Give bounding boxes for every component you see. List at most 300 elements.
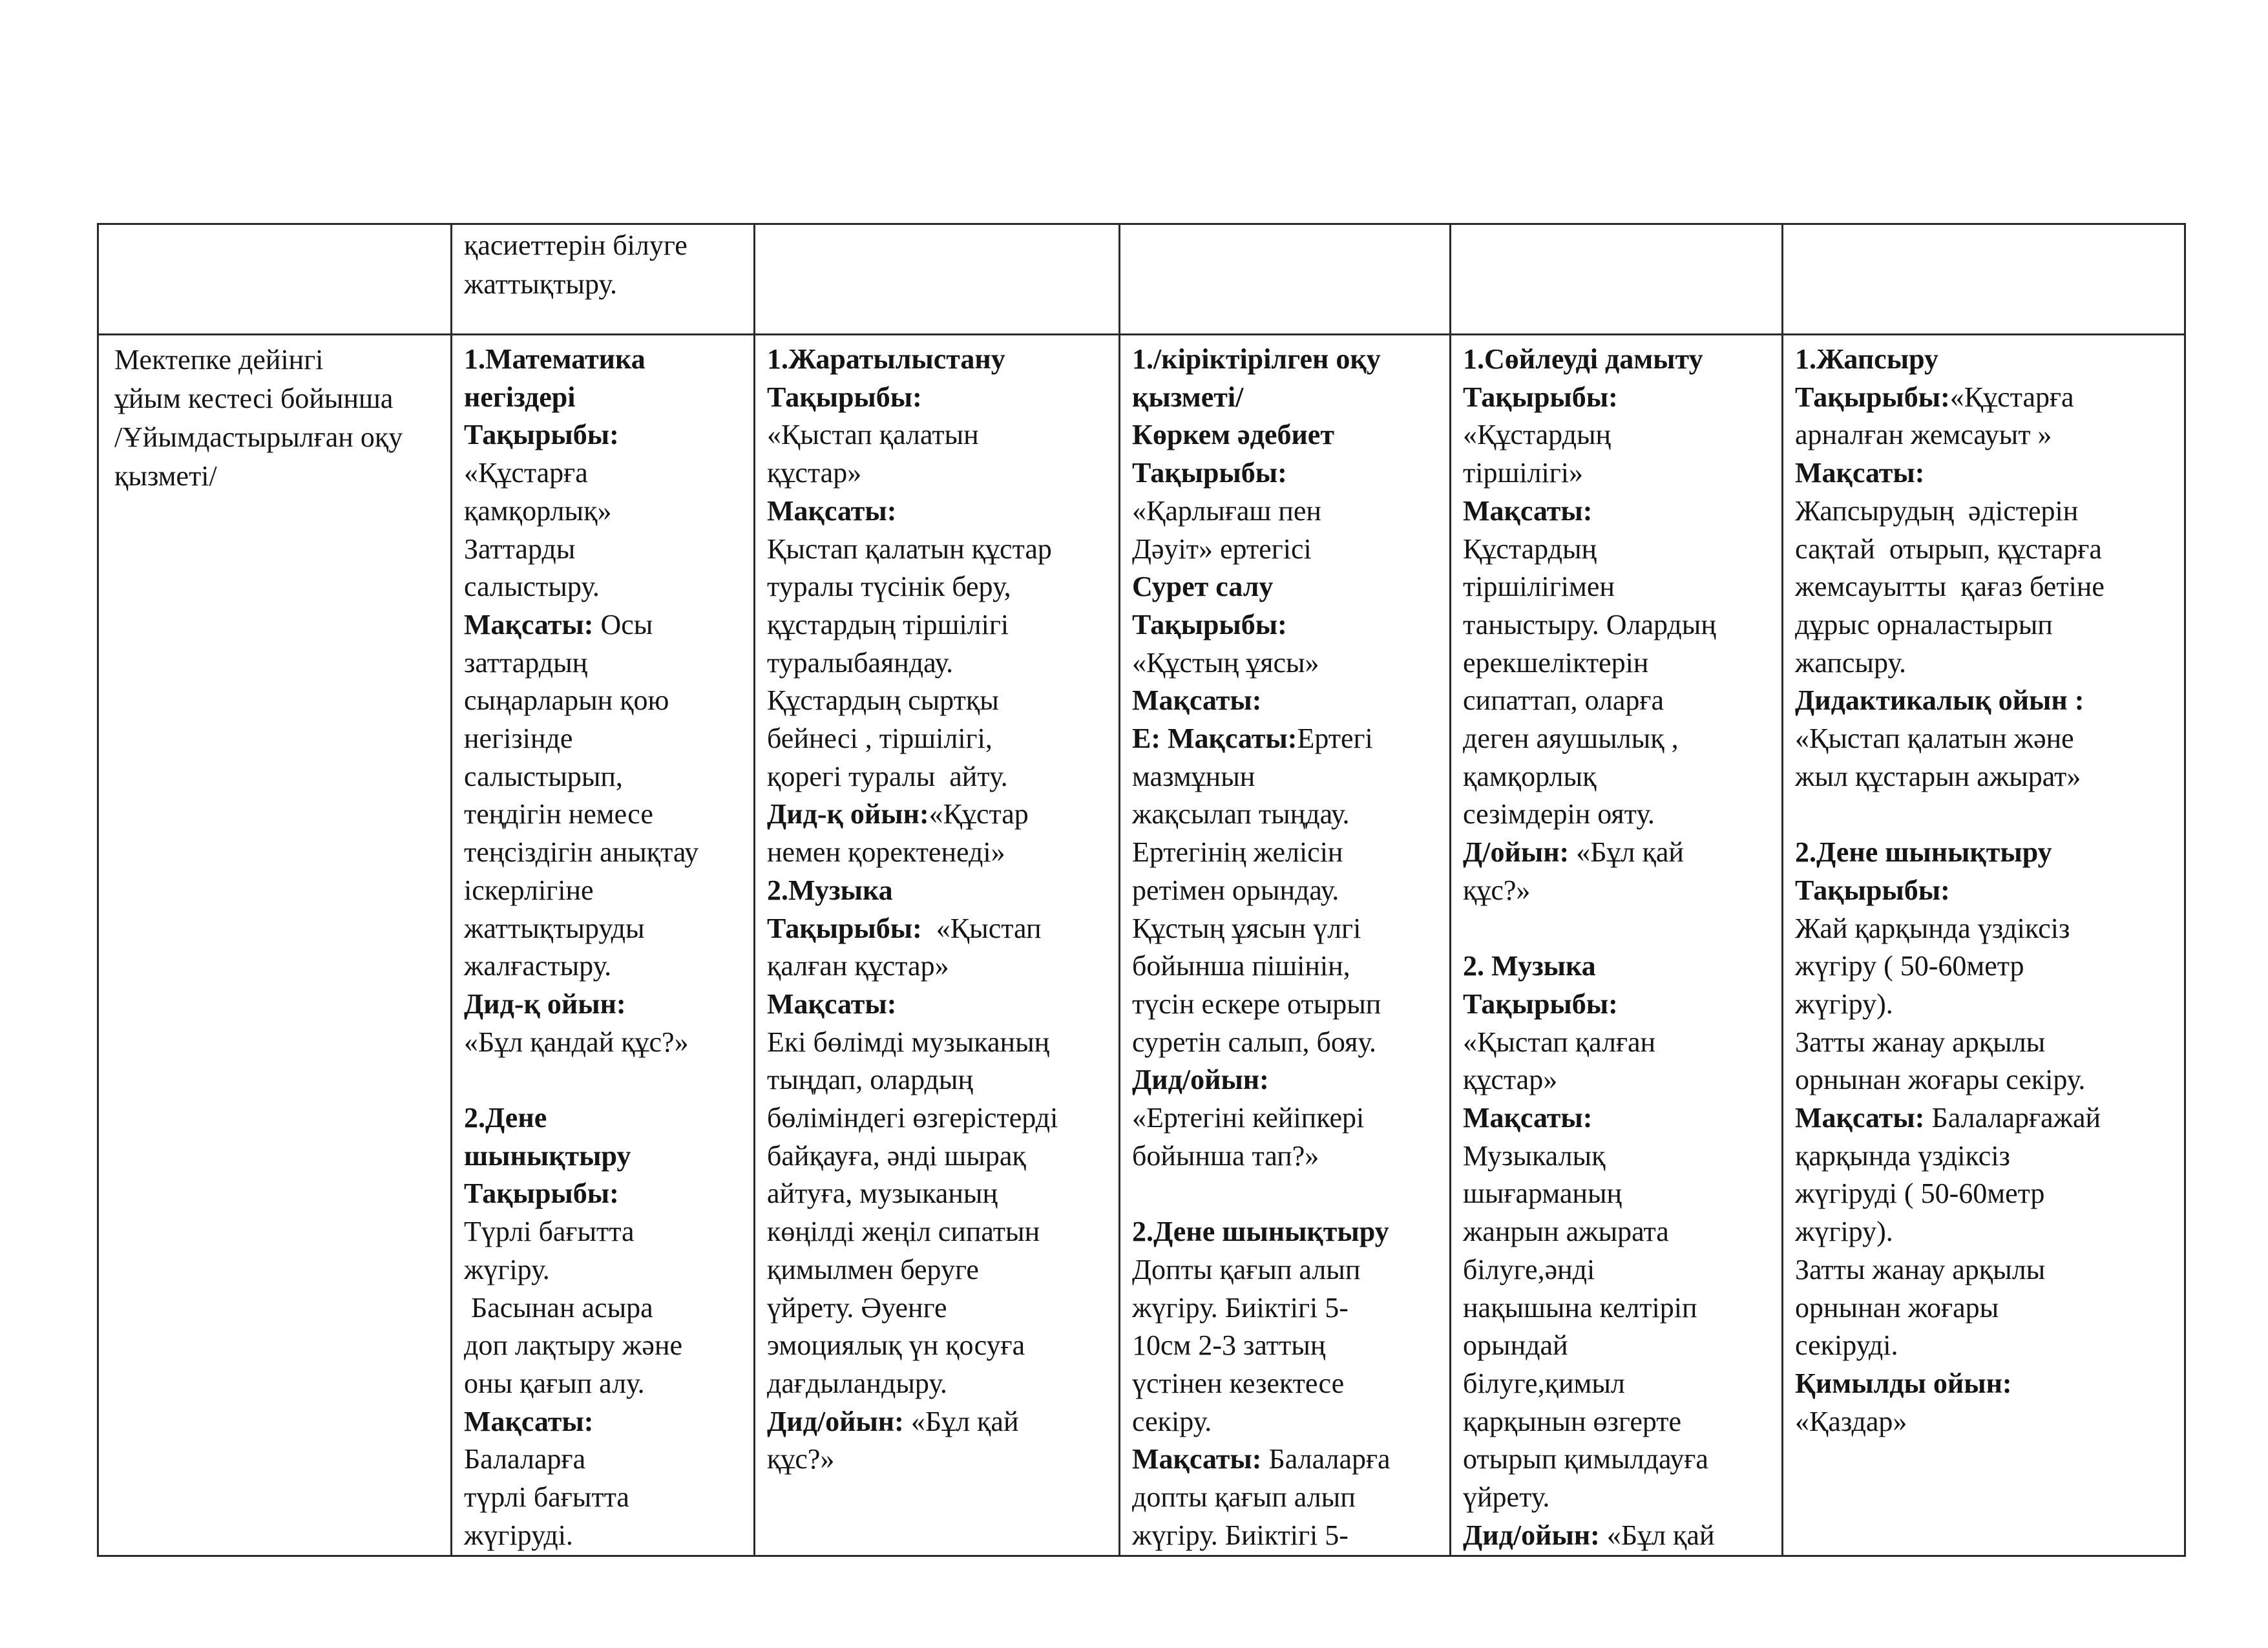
regular-text: Ертегінің желісін bbox=[1132, 836, 1343, 869]
bold-text: Дидактикалық ойын : bbox=[1795, 684, 2084, 717]
bold-text: 1.Сөйлеуді дамыту bbox=[1463, 343, 1703, 375]
text-line bbox=[1132, 1403, 1443, 1441]
text-line bbox=[1795, 531, 2178, 569]
text-line bbox=[767, 1175, 1112, 1213]
text-line bbox=[1795, 1099, 2178, 1137]
regular-text: негізінде bbox=[464, 723, 573, 755]
bold-text: Сурет салу bbox=[1132, 571, 1274, 603]
regular-text: дағдыландыру. bbox=[767, 1367, 947, 1399]
text-line bbox=[1463, 492, 1775, 531]
text-line bbox=[1132, 1289, 1443, 1327]
regular-text: сақтай отырып, құстарға bbox=[1795, 533, 2102, 565]
regular-text: секіру. bbox=[1132, 1405, 1212, 1437]
regular-text bbox=[1795, 798, 1802, 830]
text-line bbox=[1463, 1517, 1775, 1555]
text-line bbox=[767, 910, 1112, 948]
text-line bbox=[1795, 1403, 2178, 1441]
bold-text: 2.Дене bbox=[464, 1102, 547, 1134]
regular-text: дұрыс орналастырып bbox=[1795, 608, 2053, 640]
regular-text: доп лақтыру және bbox=[464, 1329, 683, 1362]
text-line bbox=[1795, 910, 2178, 948]
text-line bbox=[1463, 416, 1775, 454]
regular-text: жақсылап тыңдау. bbox=[1132, 798, 1350, 830]
text-line bbox=[464, 720, 747, 758]
bold-text: 2.Дене шынықтыру bbox=[1795, 836, 2052, 869]
text-line bbox=[1463, 1289, 1775, 1327]
text-line bbox=[767, 682, 1112, 720]
text-line bbox=[464, 416, 747, 454]
table-cell bbox=[1120, 224, 1451, 335]
text-line bbox=[464, 947, 747, 986]
text-line bbox=[767, 1441, 1112, 1479]
regular-text: сезімдерін ояту. bbox=[1463, 798, 1655, 830]
text-line bbox=[767, 720, 1112, 758]
text-line bbox=[464, 492, 747, 531]
regular-text: бөліміндегі өзгерістерді bbox=[767, 1102, 1058, 1134]
regular-text: «Бұл қай bbox=[903, 1405, 1019, 1437]
text-line bbox=[1132, 720, 1443, 758]
text-line bbox=[1795, 1024, 2178, 1062]
text-line bbox=[1795, 872, 2178, 910]
regular-text: ретімен орындау. bbox=[1132, 874, 1339, 906]
regular-text: Құстардың сыртқы bbox=[767, 684, 999, 717]
regular-text: таныстыру. Олардың bbox=[1463, 608, 1716, 640]
text-line bbox=[1132, 872, 1443, 910]
regular-text: салыстыру. bbox=[464, 571, 600, 603]
regular-text: жүгіру ( 50-60метр bbox=[1795, 950, 2024, 982]
regular-text: Жапсырудың әдістерін bbox=[1795, 494, 2079, 527]
text-line bbox=[1795, 1327, 2178, 1365]
regular-text: байқауға, әнді шырақ bbox=[767, 1139, 1026, 1172]
text-line bbox=[1132, 1251, 1443, 1289]
text-line bbox=[1132, 1175, 1443, 1213]
regular-text: жанрын ажырата bbox=[1463, 1216, 1669, 1248]
text-line bbox=[1132, 986, 1443, 1024]
regular-text: «Бұл қай bbox=[1569, 836, 1684, 869]
bold-text: Тақырыбы: bbox=[767, 381, 922, 413]
text-line bbox=[1463, 1061, 1775, 1099]
regular-text: қалған құстар» bbox=[767, 950, 949, 982]
regular-text: жүгіру). bbox=[1795, 988, 1893, 1020]
text-line: Мектепке дейінгі bbox=[114, 344, 324, 375]
text-line bbox=[1795, 1213, 2178, 1251]
schedule-table bbox=[97, 223, 2186, 1557]
bold-text: 1./кіріктірілген оқу bbox=[1132, 343, 1381, 375]
text-line bbox=[1463, 758, 1775, 796]
bold-text: Тақырыбы: bbox=[1795, 381, 1950, 413]
regular-text: Затты жанау арқылы bbox=[1795, 1253, 2046, 1285]
text-line bbox=[464, 568, 747, 606]
bold-text: Мақсаты: bbox=[767, 988, 897, 1020]
regular-text: көңілді жеңіл сипатын bbox=[767, 1216, 1040, 1248]
text-line bbox=[767, 454, 1112, 492]
text-line bbox=[1132, 1061, 1443, 1099]
text-line bbox=[767, 1327, 1112, 1365]
text-line bbox=[1132, 644, 1443, 682]
text-line bbox=[1132, 341, 1443, 379]
regular-text: құстар» bbox=[1463, 1064, 1558, 1096]
text-line bbox=[464, 1365, 747, 1403]
text-line bbox=[1463, 1365, 1775, 1403]
regular-text: шығарманың bbox=[1463, 1178, 1622, 1210]
text-line bbox=[767, 947, 1112, 986]
bold-text: Мақсаты: bbox=[464, 1405, 594, 1437]
text-line bbox=[464, 1099, 747, 1137]
text-line bbox=[1132, 834, 1443, 872]
table-cell bbox=[755, 335, 1120, 1556]
regular-text: Музыкалық bbox=[1463, 1139, 1606, 1172]
regular-text: Екі бөлімді музыканың bbox=[767, 1026, 1050, 1058]
text-line bbox=[1795, 568, 2178, 606]
table-row bbox=[98, 335, 2185, 1556]
regular-text: білуге,қимыл bbox=[1463, 1367, 1625, 1399]
text-line bbox=[464, 531, 747, 569]
regular-text: «Қыстап қалатын bbox=[767, 419, 979, 451]
text-line bbox=[1795, 1175, 2178, 1213]
table-cell bbox=[452, 224, 755, 335]
regular-text: құс?» bbox=[767, 1443, 835, 1475]
regular-text: білуге,әнді bbox=[1463, 1253, 1595, 1285]
bold-text: Тақырыбы: bbox=[1463, 988, 1618, 1020]
text-line bbox=[767, 416, 1112, 454]
regular-text: бойынша пішінін, bbox=[1132, 950, 1350, 982]
text-line bbox=[1463, 796, 1775, 834]
regular-text: қорегі туралы айту. bbox=[767, 760, 1008, 792]
regular-text: «Қыстап bbox=[921, 912, 1042, 944]
bold-text: Д/ойын: bbox=[1463, 836, 1570, 869]
text-line bbox=[464, 834, 747, 872]
regular-text: сыңарларын қою bbox=[464, 684, 669, 717]
regular-text: Дәуіт» ертегісі bbox=[1132, 533, 1312, 565]
regular-text: «Ертегіні кейіпкері bbox=[1132, 1102, 1365, 1134]
bold-text: Тақырыбы: bbox=[1132, 608, 1287, 640]
regular-text: «Құстар bbox=[929, 798, 1029, 830]
text-line bbox=[1795, 644, 2178, 682]
text-line bbox=[1132, 1365, 1443, 1403]
bold-text: Дид-қ ойын: bbox=[464, 988, 626, 1020]
table-cell bbox=[1783, 224, 2185, 335]
text-line bbox=[1463, 947, 1775, 986]
text-line bbox=[1795, 1289, 2178, 1327]
text-line bbox=[1463, 379, 1775, 417]
text-line bbox=[1795, 492, 2178, 531]
regular-text: жүгіру. bbox=[464, 1253, 550, 1285]
text-line bbox=[1463, 531, 1775, 569]
table-cell bbox=[452, 335, 755, 1556]
table-cell bbox=[98, 224, 452, 335]
bold-text: Мақсаты: bbox=[1463, 494, 1593, 527]
text-line bbox=[1132, 1479, 1443, 1517]
regular-text bbox=[1463, 913, 1470, 944]
regular-text: қамқорлық bbox=[1463, 760, 1597, 792]
text-line bbox=[1132, 454, 1443, 492]
text-line bbox=[1795, 379, 2178, 417]
regular-text: Басынан асыра bbox=[464, 1291, 653, 1324]
bold-text: Дид/ойын: bbox=[767, 1405, 904, 1437]
regular-text: «Құстың ұясы» bbox=[1132, 646, 1319, 679]
text-line bbox=[1463, 644, 1775, 682]
text-line bbox=[767, 379, 1112, 417]
text-line bbox=[464, 1479, 747, 1517]
text-line bbox=[767, 986, 1112, 1024]
regular-text: «Бұл қай bbox=[1599, 1519, 1715, 1551]
text-line bbox=[1795, 720, 2178, 758]
regular-text: деген аяушылық , bbox=[1463, 723, 1679, 755]
text-line bbox=[767, 531, 1112, 569]
bold-text: Мақсаты: bbox=[1795, 457, 1925, 489]
text-line bbox=[1795, 834, 2178, 872]
text-line bbox=[767, 1024, 1112, 1062]
text-line bbox=[1463, 1479, 1775, 1517]
regular-text: «Құстарға bbox=[464, 457, 588, 489]
regular-text: Ертегі bbox=[1297, 723, 1373, 755]
bold-text: Дид-қ ойын: bbox=[767, 798, 929, 830]
text-line bbox=[1132, 1213, 1443, 1251]
regular-text: орнынан жоғары секіру. bbox=[1795, 1064, 2086, 1096]
text-line bbox=[1795, 1137, 2178, 1176]
regular-text: Балаларға bbox=[464, 1443, 586, 1475]
regular-text: Заттарды bbox=[464, 533, 576, 565]
table-cell bbox=[755, 224, 1120, 335]
regular-text: Допты қағып алып bbox=[1132, 1253, 1361, 1285]
bold-text: Мақсаты: bbox=[767, 494, 897, 527]
text-line bbox=[464, 1327, 747, 1365]
regular-text: жемсауытты қағаз бетіне bbox=[1795, 571, 2105, 603]
regular-text: тіршілігімен bbox=[1463, 571, 1615, 603]
regular-text: теңсіздігін анықтау bbox=[464, 836, 699, 869]
regular-text: айтуға, музыканың bbox=[767, 1178, 998, 1210]
regular-text: Түрлі бағытта bbox=[464, 1216, 635, 1248]
cell-text bbox=[1120, 335, 1449, 1555]
text-line bbox=[1795, 1365, 2178, 1403]
regular-text: Құстың ұясын үлгі bbox=[1132, 912, 1361, 944]
row-label-cell bbox=[98, 335, 452, 1556]
text-line bbox=[1463, 1137, 1775, 1176]
text-line bbox=[1463, 1024, 1775, 1062]
bold-text: 2. Музыка bbox=[1463, 950, 1596, 982]
text-line bbox=[464, 1289, 747, 1327]
text-line bbox=[767, 341, 1112, 379]
regular-text: жыл құстарын ажырат» bbox=[1795, 760, 2081, 792]
bold-text: Тақырыбы: bbox=[464, 419, 619, 451]
text-line bbox=[767, 568, 1112, 606]
text-line bbox=[1132, 682, 1443, 720]
text-line bbox=[464, 606, 747, 644]
text-line bbox=[1132, 1099, 1443, 1137]
regular-text: орнынан жоғары bbox=[1795, 1291, 1999, 1324]
bold-text: 2.Музыка bbox=[767, 874, 893, 906]
regular-text: 10см 2-3 заттың bbox=[1132, 1329, 1326, 1362]
regular-text: «Қыстап қалатын және bbox=[1795, 723, 2074, 755]
regular-text: Балаларға bbox=[1261, 1443, 1391, 1475]
text-line bbox=[767, 492, 1112, 531]
bold-text: Мақсаты: bbox=[1463, 1102, 1593, 1134]
regular-text: тіршілігі» bbox=[1463, 457, 1584, 489]
regular-text: түсін ескере отырып bbox=[1132, 988, 1381, 1020]
text-line: /Ұйымдастырылған оқу bbox=[114, 421, 403, 453]
regular-text: эмоциялық үн қосуға bbox=[767, 1329, 1025, 1362]
text-line bbox=[1132, 1137, 1443, 1176]
text-line bbox=[1463, 606, 1775, 644]
text-line bbox=[1463, 1099, 1775, 1137]
regular-text: жүгіру. Биіктігі 5- bbox=[1132, 1519, 1349, 1551]
cell-text bbox=[452, 335, 753, 1555]
regular-text: сипаттап, оларға bbox=[1463, 684, 1664, 717]
cell-text bbox=[1451, 335, 1781, 1555]
text-line bbox=[464, 1137, 747, 1176]
regular-text: бойынша тап?» bbox=[1132, 1139, 1319, 1172]
regular-text: «Бұл қандай құс?» bbox=[464, 1026, 689, 1058]
bold-text: шынықтыру bbox=[464, 1139, 631, 1172]
text-line bbox=[1132, 796, 1443, 834]
regular-text: нақышына келтіріп bbox=[1463, 1291, 1697, 1324]
bold-text: қызметі/ bbox=[1132, 381, 1244, 413]
text-line bbox=[464, 1403, 747, 1441]
regular-text: үстінен кезектесе bbox=[1132, 1367, 1345, 1399]
text-line bbox=[1463, 568, 1775, 606]
bold-text: Мақсаты: bbox=[1132, 684, 1262, 717]
text-line bbox=[1132, 416, 1443, 454]
regular-text: қимылмен беруге bbox=[767, 1253, 979, 1285]
regular-text: жаттықтыруды bbox=[464, 912, 645, 944]
regular-text: Балаларғажай bbox=[1924, 1102, 2101, 1134]
regular-text: теңдігін немесе bbox=[464, 798, 653, 830]
bold-text: Е: Мақсаты: bbox=[1132, 723, 1297, 755]
text-line bbox=[1132, 1441, 1443, 1479]
bold-text: 2.Дене шынықтыру bbox=[1132, 1216, 1389, 1248]
text-line bbox=[1463, 682, 1775, 720]
bold-text: Тақырыбы: bbox=[1132, 457, 1287, 489]
bold-text: 1.Математика bbox=[464, 343, 646, 375]
regular-text bbox=[464, 1064, 471, 1095]
text-line bbox=[1463, 1251, 1775, 1289]
bold-text: Мақсаты: bbox=[1795, 1102, 1925, 1134]
table-cell bbox=[1451, 224, 1783, 335]
text-line bbox=[464, 986, 747, 1024]
text-line bbox=[1463, 1175, 1775, 1213]
text-line bbox=[1132, 758, 1443, 796]
text-line bbox=[1463, 341, 1775, 379]
text-line: ұйым кестесі бойынша bbox=[114, 383, 394, 414]
regular-text: Жай қарқында үздіксіз bbox=[1795, 912, 2070, 944]
text-line bbox=[1132, 492, 1443, 531]
text-line bbox=[464, 341, 747, 379]
text-line bbox=[464, 910, 747, 948]
text-line bbox=[1463, 910, 1775, 948]
regular-text: бейнесі , тіршілігі, bbox=[767, 723, 992, 755]
table-cell bbox=[1120, 335, 1451, 1556]
regular-text: Қыстап қалатын құстар bbox=[767, 533, 1052, 565]
regular-text: заттардың bbox=[464, 646, 588, 679]
regular-text: арналған жемсауыт » bbox=[1795, 419, 2052, 451]
text-line bbox=[464, 1175, 747, 1213]
text-line bbox=[767, 1251, 1112, 1289]
bold-text: Тақырыбы: bbox=[464, 1178, 619, 1210]
text-line bbox=[464, 644, 747, 682]
text-line bbox=[767, 796, 1112, 834]
text-line bbox=[767, 1289, 1112, 1327]
regular-text: ерекшеліктерін bbox=[1463, 646, 1649, 679]
regular-text: «Қыстап қалған bbox=[1463, 1026, 1656, 1058]
bold-text: Дид/ойын: bbox=[1132, 1064, 1269, 1096]
text-line bbox=[1463, 986, 1775, 1024]
row-label bbox=[99, 335, 450, 496]
regular-text: жүгіруді ( 50-60метр bbox=[1795, 1178, 2045, 1210]
regular-text: «Қаздар» bbox=[1795, 1405, 1907, 1437]
regular-text: үйрету. Әуенге bbox=[767, 1291, 947, 1324]
regular-text: жапсыру. bbox=[1795, 646, 1907, 679]
text-line bbox=[767, 1403, 1112, 1441]
bold-text: 1.Жапсыру bbox=[1795, 343, 1938, 375]
regular-text bbox=[1132, 1178, 1139, 1209]
text-line bbox=[767, 758, 1112, 796]
text-line bbox=[1795, 796, 2178, 834]
regular-text: үйрету. bbox=[1463, 1481, 1550, 1514]
bold-text: Қимылды ойын: bbox=[1795, 1367, 2012, 1399]
text-line bbox=[1795, 1251, 2178, 1289]
regular-text: құс?» bbox=[1463, 874, 1531, 906]
regular-text: қамқорлық» bbox=[464, 494, 612, 527]
text-line bbox=[1132, 1327, 1443, 1365]
text-line bbox=[1463, 1441, 1775, 1479]
text-line bbox=[464, 1213, 747, 1251]
text-line bbox=[464, 379, 747, 417]
regular-text: жалғастыру. bbox=[464, 950, 612, 982]
text-line bbox=[464, 758, 747, 796]
regular-text: отырып қимылдауға bbox=[1463, 1443, 1708, 1475]
text-line: қызметі/ bbox=[114, 460, 217, 492]
text-line bbox=[1795, 682, 2178, 720]
text-line bbox=[464, 1517, 747, 1555]
regular-text: секіруді. bbox=[1795, 1329, 1898, 1362]
regular-text: тыңдап, олардың bbox=[767, 1064, 974, 1096]
text-line bbox=[464, 1441, 747, 1479]
text-line bbox=[1795, 986, 2178, 1024]
regular-text: оны қағып алу. bbox=[464, 1367, 645, 1399]
regular-text: «Құстардың bbox=[1463, 419, 1612, 451]
table-cell bbox=[1783, 335, 2185, 1556]
text-line bbox=[1463, 1403, 1775, 1441]
bold-text: Көркем әдебиет bbox=[1132, 419, 1334, 451]
text-line bbox=[1463, 834, 1775, 872]
cell-text bbox=[452, 225, 753, 304]
text-line bbox=[464, 454, 747, 492]
text-line: қасиеттерін білуге bbox=[464, 229, 688, 261]
text-line bbox=[1463, 872, 1775, 910]
text-line bbox=[1463, 1327, 1775, 1365]
regular-text: «Құстарға bbox=[1949, 381, 2074, 413]
text-line bbox=[1132, 947, 1443, 986]
text-line bbox=[1132, 1517, 1443, 1555]
text-line bbox=[1795, 341, 2178, 379]
regular-text: «Қарлығаш пен bbox=[1132, 494, 1321, 527]
regular-text: жүгіру). bbox=[1795, 1216, 1893, 1248]
regular-text: туралы түсінік беру, bbox=[767, 571, 1011, 603]
regular-text: жүгіру. Биіктігі 5- bbox=[1132, 1291, 1349, 1324]
text-line bbox=[1463, 454, 1775, 492]
text-line bbox=[464, 796, 747, 834]
bold-text: Мақсаты: bbox=[1132, 1443, 1262, 1475]
bold-text: Тақырыбы: bbox=[1463, 381, 1618, 413]
bold-text: Тақырыбы: bbox=[767, 912, 922, 944]
text-line bbox=[767, 834, 1112, 872]
regular-text: Осы bbox=[593, 608, 653, 640]
text-line bbox=[1795, 947, 2178, 986]
regular-text: түрлі бағытта bbox=[464, 1481, 629, 1514]
text-line bbox=[1795, 1061, 2178, 1099]
text-line bbox=[1795, 758, 2178, 796]
bold-text: Мақсаты: bbox=[464, 608, 594, 640]
